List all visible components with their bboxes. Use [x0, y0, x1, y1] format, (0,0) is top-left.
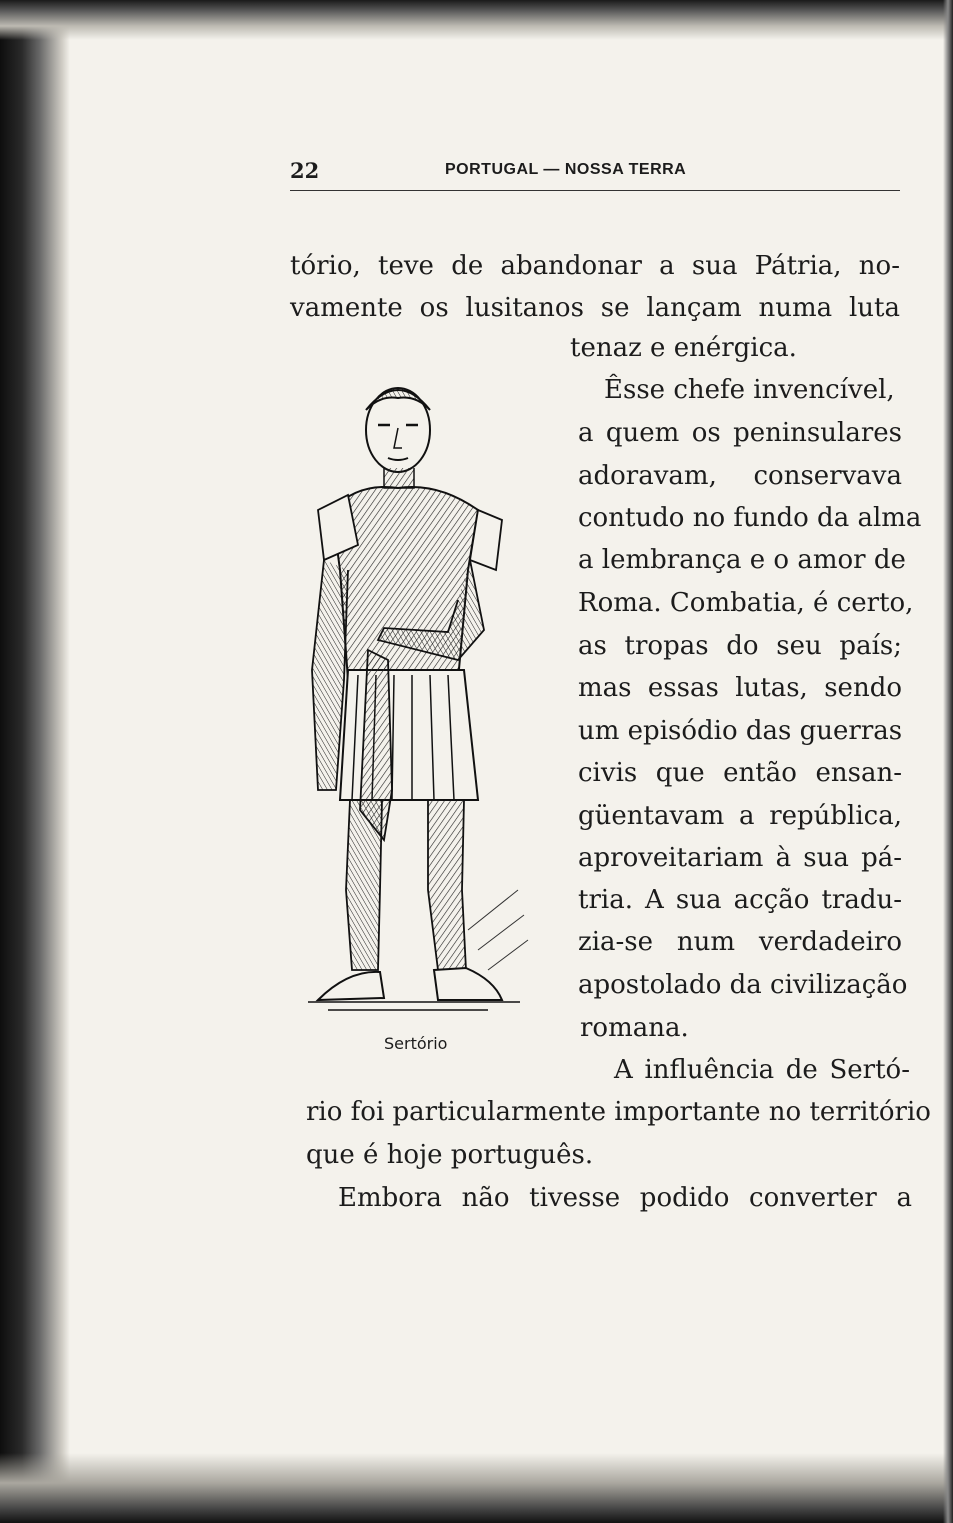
figure-caption: Sertório — [384, 1034, 448, 1053]
text-line: que é hoje português. — [306, 1140, 594, 1170]
text-line: aproveitariam à sua pá- — [578, 843, 902, 873]
text-line: Êsse chefe invencível, — [604, 375, 895, 405]
sertorio-illustration — [288, 370, 536, 1030]
text-line: tenaz e enérgica. — [570, 333, 797, 363]
text-line: Roma. Combatia, é certo, — [578, 588, 914, 618]
page-number: 22 — [290, 158, 320, 183]
text-line: as tropas do seu país; — [578, 631, 902, 661]
text-line: vamente os lusitanos se lançam numa luta — [290, 293, 900, 323]
bottom-scan-edge — [0, 1453, 953, 1523]
right-scan-edge — [943, 0, 953, 1523]
text-line: mas essas lutas, sendo — [578, 673, 902, 703]
statue-engraving — [288, 370, 536, 1030]
text-line: A influência de Sertó- — [614, 1055, 910, 1085]
text-line: zia-se num verdadeiro — [578, 927, 902, 957]
text-line: tria. A sua acção tradu- — [578, 885, 902, 915]
text-line: apostolado da civilização — [578, 970, 908, 1000]
text-line: contudo no fundo da alma — [578, 503, 922, 533]
text-line: adoravam, conservava — [578, 461, 902, 491]
top-scan-edge — [0, 0, 953, 40]
text-line: tório, teve de abandonar a sua Pátria, no- — [290, 251, 900, 281]
text-line: romana. — [580, 1013, 689, 1043]
text-line: Embora não tivesse podido converter a — [338, 1183, 912, 1213]
text-line: rio foi particularmente importante no território — [306, 1097, 931, 1127]
text-line: güentavam a república, — [578, 801, 902, 831]
text-line: a quem os peninsulares — [578, 418, 902, 448]
running-head: PORTUGAL — NOSSA TERRA — [445, 161, 687, 178]
text-line: civis que então ensan- — [578, 758, 902, 788]
text-line: um episódio das guerras — [578, 716, 903, 746]
page-header — [290, 156, 900, 191]
book-spine-shadow — [0, 0, 70, 1523]
text-line: a lembrança e o amor de — [578, 545, 906, 575]
